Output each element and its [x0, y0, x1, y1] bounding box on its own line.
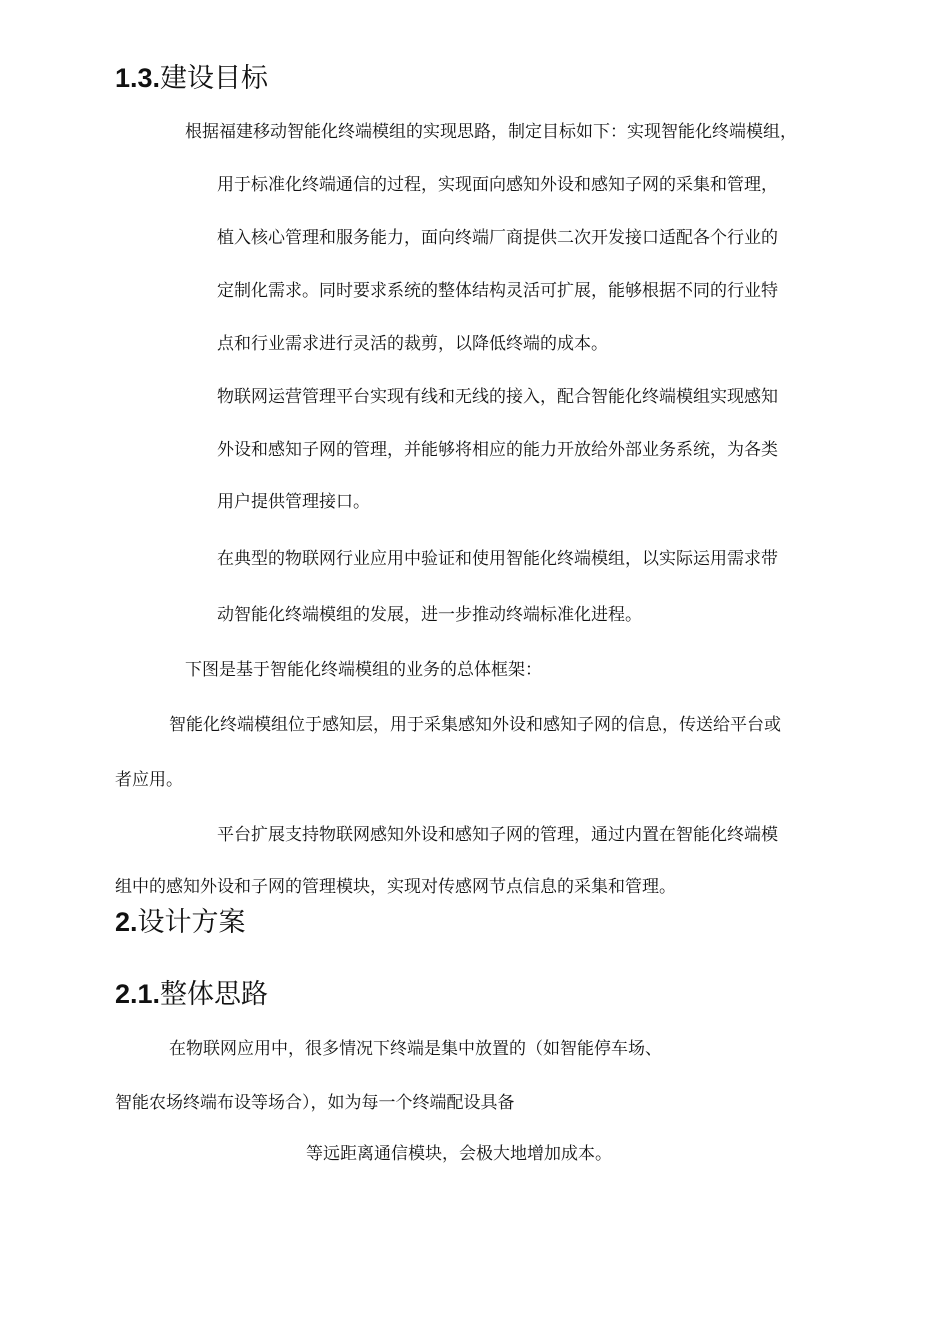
paragraph-line: 物联网运营管理平台实现有线和无线的接入，配合智能化终端模组实现感知 [217, 387, 778, 407]
paragraph-line: 外设和感知子网的管理，并能够将相应的能力开放给外部业务系统，为各类 [217, 440, 778, 460]
section-heading-2-1 [115, 977, 268, 1012]
paragraph-line: 定制化需求。同时要求系统的整体结构灵活可扩展，能够根据不同的行业特 [217, 281, 778, 301]
section-title: 设计方案 [137, 907, 246, 938]
section-number: 2. [115, 907, 138, 937]
paragraph-line: 在物联网应用中，很多情况下终端是集中放置的（如智能停车场、 [169, 1039, 662, 1059]
paragraph-line: 根据福建移动智能化终端模组的实现思路，制定目标如下：实现智能化终端模组， [185, 122, 797, 142]
paragraph-line: 智能农场终端布设等场合），如为每一个终端配设具备 [115, 1093, 515, 1113]
paragraph-line: 者应用。 [115, 770, 183, 790]
paragraph-line: 组中的感知外设和子网的管理模块，实现对传感网节点信息的采集和管理。 [115, 877, 676, 897]
paragraph-line: 用户提供管理接口。 [217, 492, 370, 512]
section-heading-1-3 [115, 61, 268, 96]
paragraph-line: 点和行业需求进行灵活的裁剪，以降低终端的成本。 [217, 334, 608, 354]
paragraph-line: 等远距离通信模块，会极大地增加成本。 [306, 1144, 612, 1164]
paragraph-line: 用于标准化终端通信的过程，实现面向感知外设和感知子网的采集和管理， [217, 175, 778, 195]
paragraph-line: 动智能化终端模组的发展，进一步推动终端标准化进程。 [217, 605, 642, 625]
paragraph-line: 智能化终端模组位于感知层，用于采集感知外设和感知子网的信息，传送给平台或 [169, 715, 781, 735]
section-title: 建设目标 [160, 63, 269, 94]
paragraph-line: 下图是基于智能化终端模组的业务的总体框架： [185, 660, 542, 680]
paragraph-line: 平台扩展支持物联网感知外设和感知子网的管理，通过内置在智能化终端模 [217, 825, 778, 845]
paragraph-line: 植入核心管理和服务能力，面向终端厂商提供二次开发接口适配各个行业的 [217, 228, 778, 248]
section-title: 整体思路 [160, 979, 269, 1010]
section-heading-2 [115, 905, 246, 940]
section-number: 1.3. [115, 63, 161, 93]
section-number: 2.1. [115, 979, 161, 1009]
paragraph-line: 在典型的物联网行业应用中验证和使用智能化终端模组，以实际运用需求带 [217, 549, 778, 569]
